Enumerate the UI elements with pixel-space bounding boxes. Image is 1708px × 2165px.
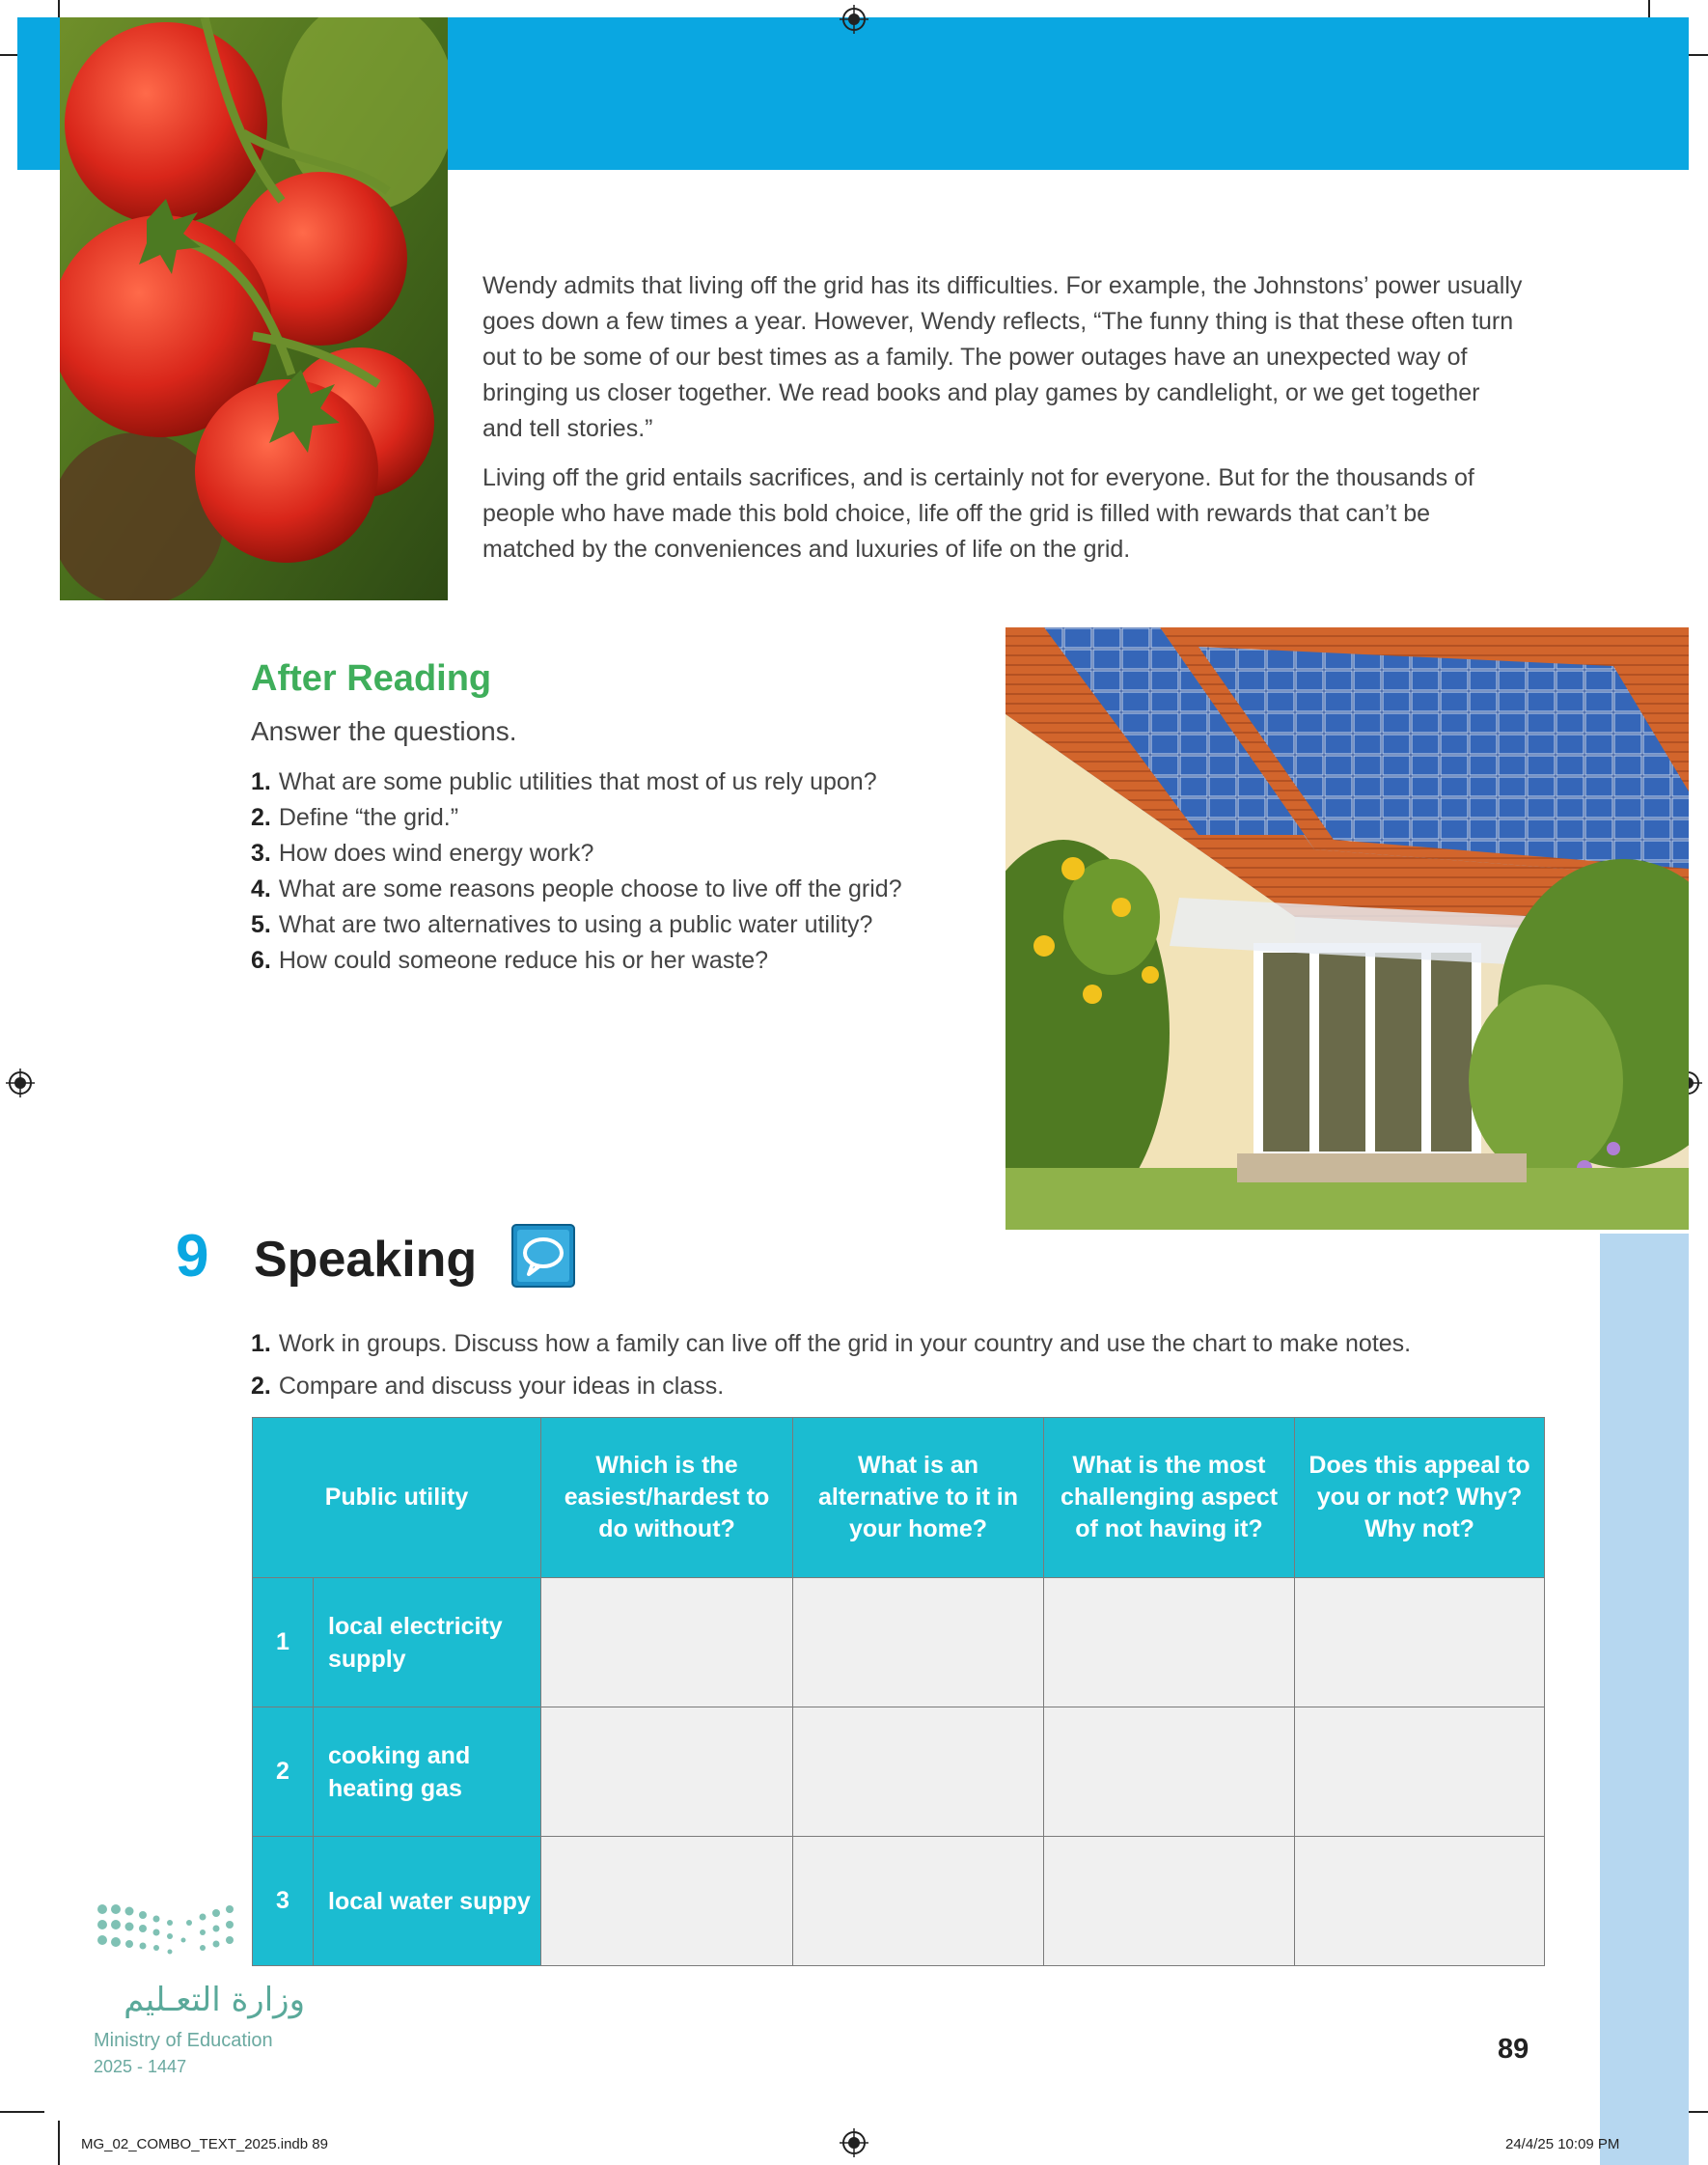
- question-item: [251, 764, 984, 800]
- chart-answer-cell[interactable]: [1295, 1578, 1545, 1707]
- question-text: Define “the grid.”: [278, 804, 459, 831]
- registration-mark-icon: [840, 5, 868, 34]
- question-text: What are two alternatives to using a public water utility?: [278, 911, 873, 938]
- print-slug-date: 24/4/25 10:09 PM: [1505, 2136, 1620, 2152]
- chart-header-cell: Public utility: [253, 1418, 541, 1578]
- page-number: 89: [1498, 2034, 1529, 2065]
- question-number: 2.: [251, 804, 271, 831]
- chart-answer-cell[interactable]: [1295, 1707, 1545, 1837]
- section-number: 9: [176, 1223, 209, 1290]
- question-text: How does wind energy work?: [278, 840, 594, 867]
- question-item: [251, 872, 984, 907]
- chart-answer-cell[interactable]: [1044, 1707, 1295, 1837]
- speech-bubble-icon: [511, 1224, 575, 1288]
- section-title: Speaking: [254, 1232, 478, 1288]
- chart-answer-cell[interactable]: [1044, 1837, 1295, 1966]
- after-reading-intro: Answer the questions.: [251, 716, 517, 746]
- chart-row: [253, 1837, 1545, 1966]
- ministry-name-english: Ministry of Education: [94, 2030, 273, 2051]
- question-number: 6.: [251, 947, 271, 974]
- question-text: How could someone reduce his or her waste?: [278, 947, 769, 974]
- instruction-text: Work in groups. Discuss how a family can live off the grid in your country and use the chart to make notes.: [278, 1330, 1412, 1357]
- crop-mark: [0, 2111, 44, 2113]
- question-item: [251, 943, 984, 979]
- after-reading-heading: After Reading: [251, 658, 492, 699]
- notes-chart: [252, 1417, 1545, 1966]
- chart-row: [253, 1578, 1545, 1707]
- chart-answer-cell[interactable]: [793, 1837, 1044, 1966]
- chart-row-number: 1: [253, 1578, 314, 1707]
- instruction-text: Compare and discuss your ideas in class.: [278, 1373, 725, 1400]
- crop-mark: [58, 2121, 60, 2165]
- chart-utility-cell: local electricity supply: [314, 1578, 541, 1707]
- question-number: 4.: [251, 875, 271, 902]
- registration-mark-icon: [6, 1069, 35, 1097]
- question-number: 1.: [251, 768, 271, 795]
- chart-utility-cell: cooking and heating gas: [314, 1707, 541, 1837]
- registration-mark-icon: [840, 2128, 868, 2157]
- question-number: 5.: [251, 911, 271, 938]
- instruction-number: 2.: [251, 1373, 271, 1400]
- reading-paragraph: Wendy admits that living off the grid has its difficulties. For example, the Johnstons’ power usually goes down a few times a year. However, Wendy reflects, “The funny thing is that these often turn out to be some of our best times as a family. The power outages have an unexpected way of bringing us closer together. We read books and play games by candlelight, or we get together and tell stories.”: [482, 272, 1523, 442]
- chart-header-cell: Which is the easiest/hardest to do without?: [541, 1418, 793, 1578]
- instruction-item: [251, 1322, 1592, 1365]
- instruction-number: 1.: [251, 1330, 271, 1357]
- chart-answer-cell[interactable]: [541, 1707, 793, 1837]
- chart-header-cell: What is the most challenging aspect of not having it?: [1044, 1418, 1295, 1578]
- print-slug-file: MG_02_COMBO_TEXT_2025.indb 89: [81, 2136, 328, 2152]
- chart-answer-cell[interactable]: [793, 1707, 1044, 1837]
- chart-header-row: [253, 1418, 1545, 1578]
- chart-answer-cell[interactable]: [541, 1578, 793, 1707]
- question-number: 3.: [251, 840, 271, 867]
- chart-row-number: 3: [253, 1837, 314, 1966]
- question-text: What are some public utilities that most of us rely upon?: [278, 768, 877, 795]
- solar-house-photo: [1006, 627, 1689, 1230]
- reading-paragraph: Living off the grid entails sacrifices, and is certainly not for everyone. But for the thousands of people who have made this bold choice, life off the grid is filled with rewards that can’t be matched by the conveniences and luxuries of life on the grid.: [482, 464, 1474, 563]
- instruction-item: [251, 1365, 1592, 1407]
- chart-header-cell: Does this appeal to you or not? Why? Why not?: [1295, 1418, 1545, 1578]
- chart-answer-cell[interactable]: [541, 1837, 793, 1966]
- chart-answer-cell[interactable]: [1295, 1837, 1545, 1966]
- chart-row-number: 2: [253, 1707, 314, 1837]
- instruction-list: [251, 1322, 1592, 1407]
- ministry-year: 2025 - 1447: [94, 2057, 187, 2076]
- chart-header-cell: What is an alternative to it in your home?: [793, 1418, 1044, 1578]
- question-item: [251, 836, 984, 872]
- ministry-name-arabic: وزارة التعـليم: [124, 1981, 305, 2019]
- question-item: [251, 907, 984, 943]
- chart-answer-cell[interactable]: [793, 1578, 1044, 1707]
- chart-answer-cell[interactable]: [1044, 1578, 1295, 1707]
- question-text: What are some reasons people choose to live off the grid?: [278, 875, 902, 902]
- tomato-photo: [60, 17, 448, 600]
- ministry-logo-icon: [93, 1898, 324, 1975]
- question-list: [251, 764, 984, 979]
- reading-passage: [482, 268, 1525, 581]
- chart-row: [253, 1707, 1545, 1837]
- chart-utility-cell: local water suppy: [314, 1837, 541, 1966]
- question-item: [251, 800, 984, 836]
- side-band: [1600, 1234, 1689, 2165]
